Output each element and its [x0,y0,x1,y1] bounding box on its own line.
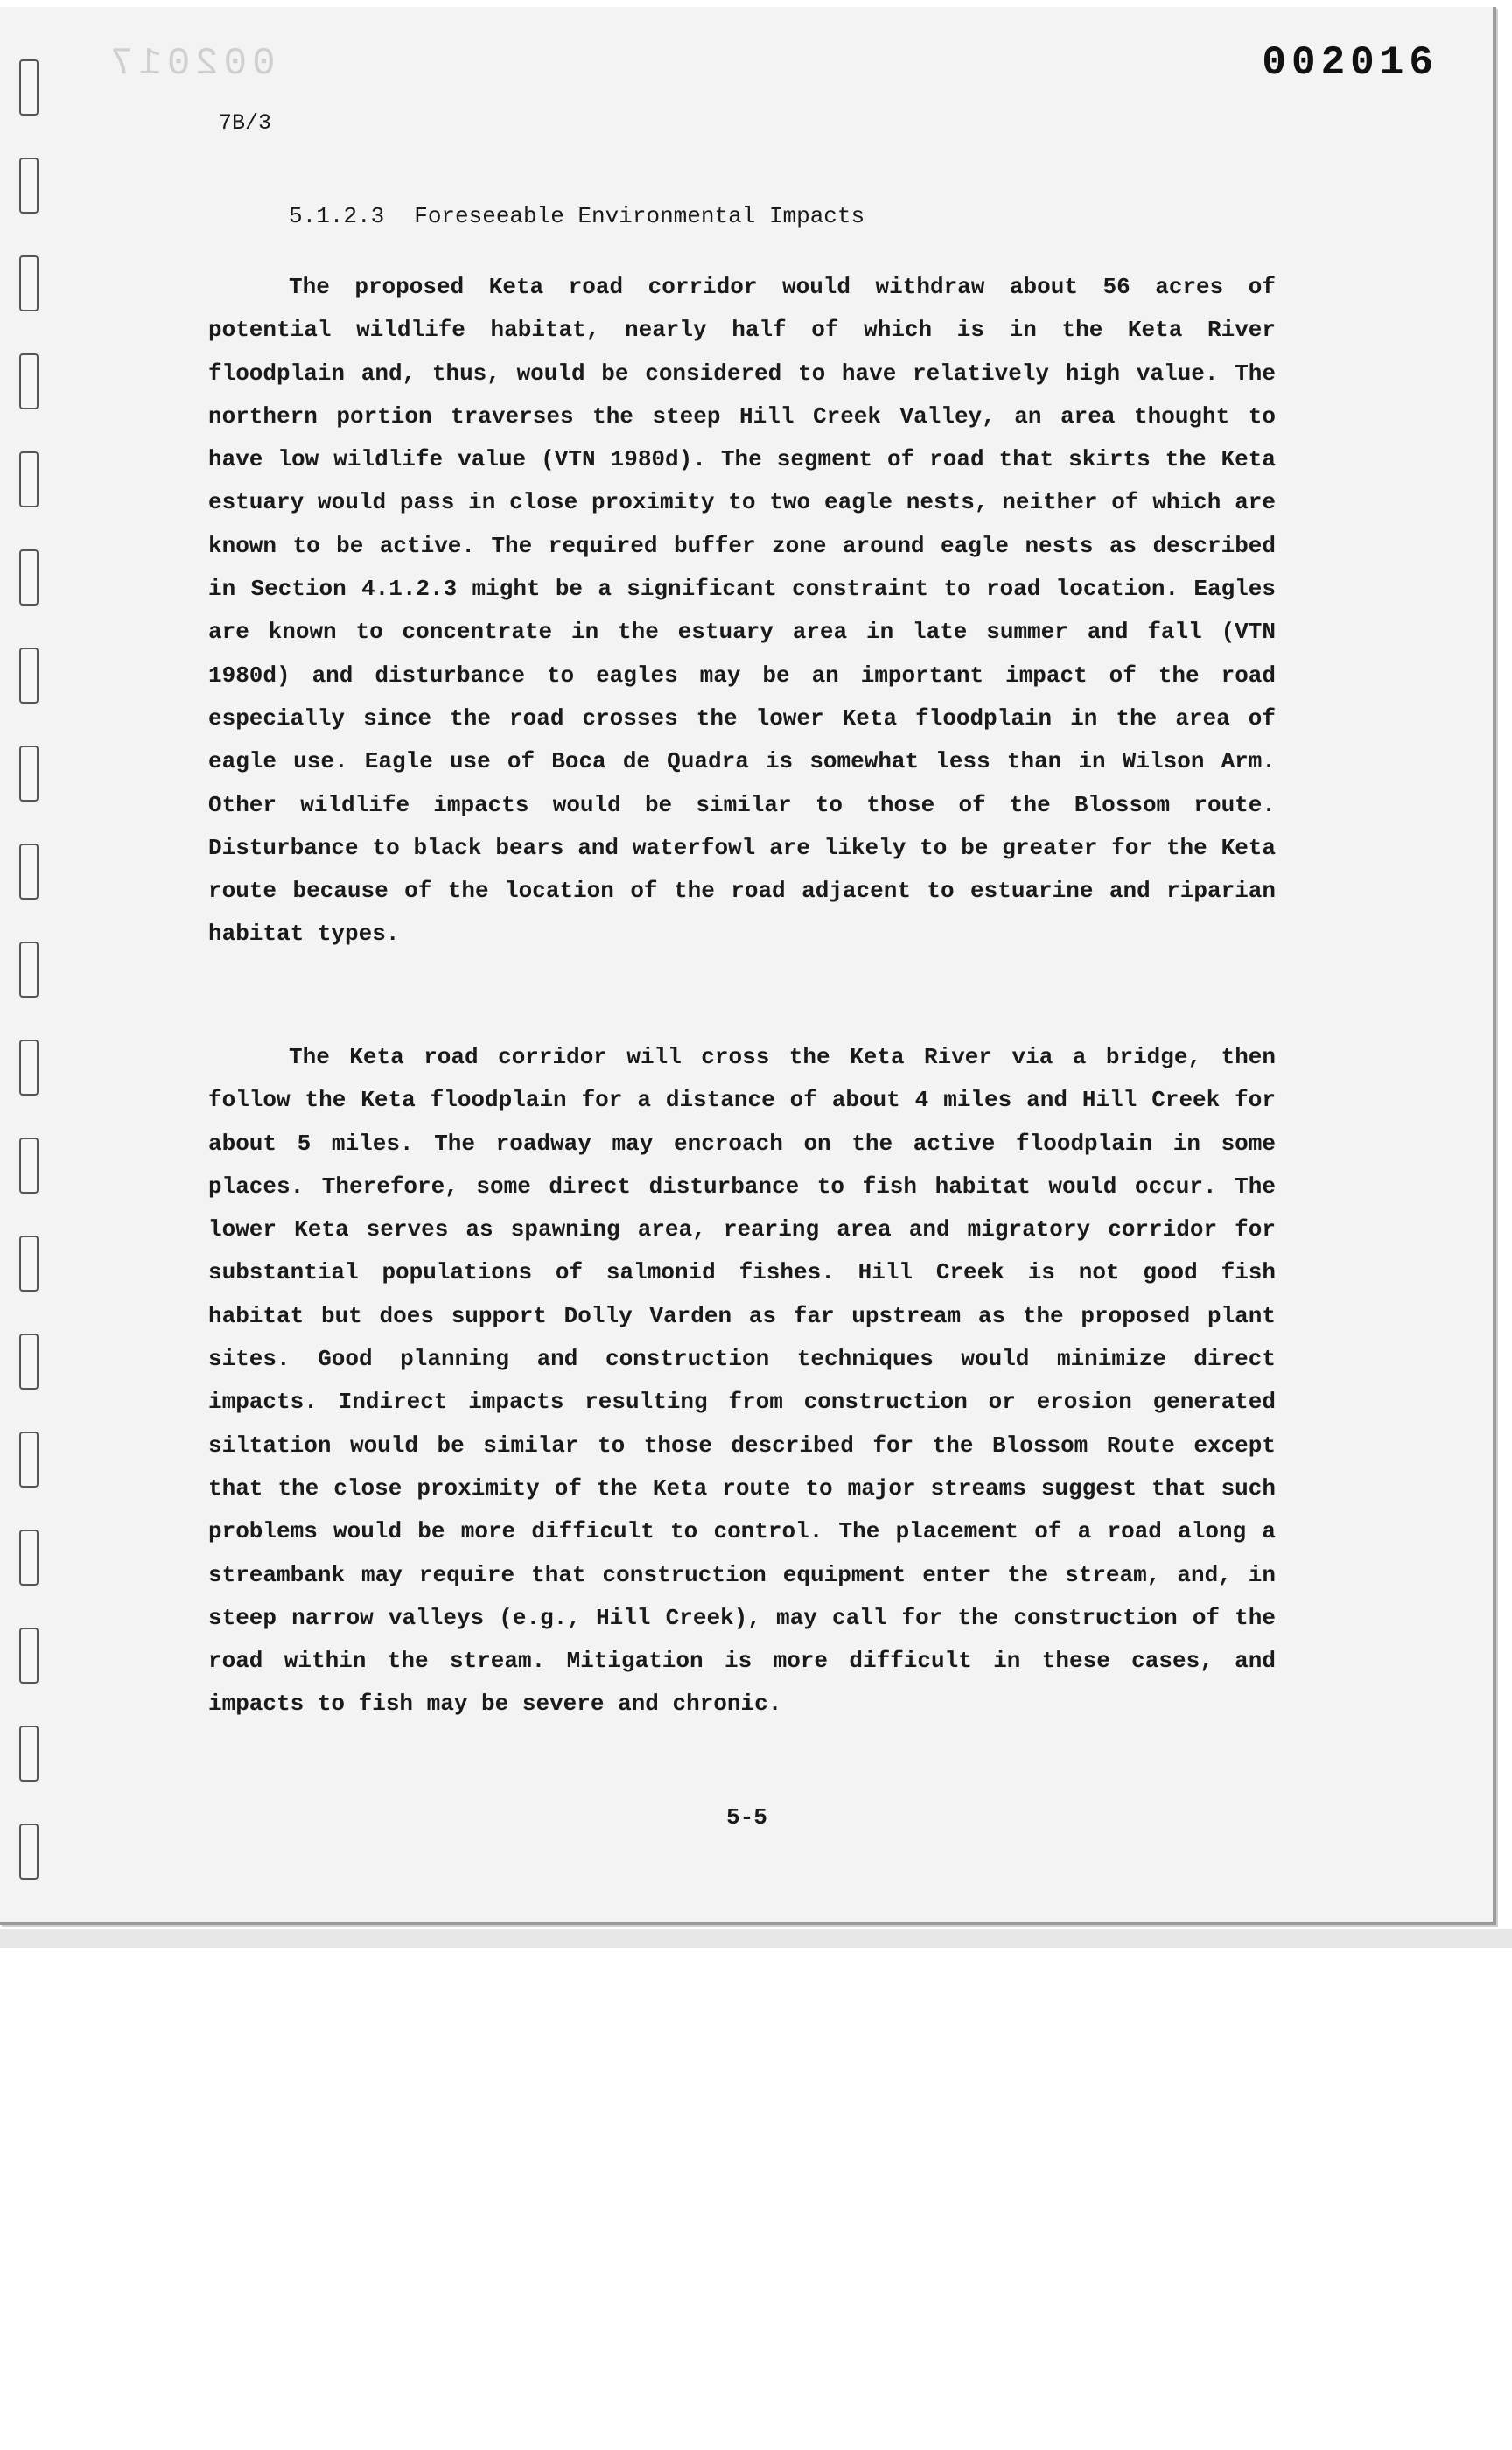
binder-hole [19,256,38,312]
binder-hole [19,1432,38,1488]
binder-hole [19,1040,38,1096]
document-reference: 7B/3 [219,110,272,136]
binder-hole [19,648,38,704]
binder-hole [19,158,38,214]
body-paragraph-fish: The Keta road corridor will cross the Keta River via a bridge, then follow the Keta floodplain for a distance of about 4 miles and Hill Creek for about 5 miles. The roadway may encroach on the active floodplain in some places. Therefore, some direct disturbance to fish habitat would occur. The lower Keta serves as spawning area, rearing area and migratory corridor for substantial populations of salmonid fishes. Hill Creek is not good fish habitat but does support Dolly Varden as far upstream as the proposed plant sites. Good planning and construction techniques would minimize direct impacts. Indirect impacts resulting from construction or erosion generated siltation would be similar to those described for the Blossom Route except that the close proximity of the Keta route to major streams suggest that such problems would be more difficult to control. The placement of a road along a streambank may require that construction equipment enter the stream, and, in steep narrow valleys (e.g., Hill Creek), may call for the construction of the road within the stream. Mitigation is more difficult in these cases, and impacts to fish may be severe and chronic. [208,1044,1276,1718]
scan-edge [0,1928,1512,1948]
binder-hole [19,1726,38,1782]
section-heading [289,203,864,229]
page-number: 5-5 [726,1804,767,1830]
binder-hole [19,942,38,998]
binder-hole [19,746,38,802]
section-title: Foreseeable Environmental Impacts [414,203,865,229]
binder-hole [19,1824,38,1880]
document-page [0,7,1496,1925]
binder-hole [19,1138,38,1194]
binder-hole [19,550,38,606]
body-paragraph-wildlife: The proposed Keta road corridor would withdraw about 56 acres of potential wildlife habitat, nearly half of which is in the Keta River floodplain and, thus, would be considered to have relatively high value. The northern portion traverses the steep Hill Creek Valley, an area thought to have low wildlife value (VTN 1980d). The segment of road that skirts the Keta estuary would pass in close proximity to two eagle nests, neither of which are known to be active. The required buffer zone around eagle nests as described in Section 4.1.2.3 might be a significant constraint to road location. Eagles are known to concentrate in the estuary area in late summer and fall (VTN 1980d) and disturbance to eagles may be an important impact of the road especially since the road crosses the lower Keta floodplain in the area of eagle use. Eagle use of Boca de Quadra is somewhat less than in Wilson Arm. Other wildlife impacts would be similar to those of the Blossom route. Disturbance to black bears and waterfowl are likely to be greater for the Keta route because of the location of the road adjacent to estuarine and riparian habitat types. [208,274,1276,948]
binder-hole [19,60,38,116]
bleed-through-stamp: 002017 [105,42,276,86]
binder-hole [19,844,38,900]
binder-hole [19,1628,38,1684]
binder-hole [19,1530,38,1586]
page-stamp-number: 002016 [1262,40,1438,86]
section-number: 5.1.2.3 [289,203,385,229]
binder-hole [19,1236,38,1292]
binder-hole [19,1334,38,1390]
binder-hole [19,452,38,508]
binder-holes [19,60,40,1888]
binder-hole [19,354,38,410]
